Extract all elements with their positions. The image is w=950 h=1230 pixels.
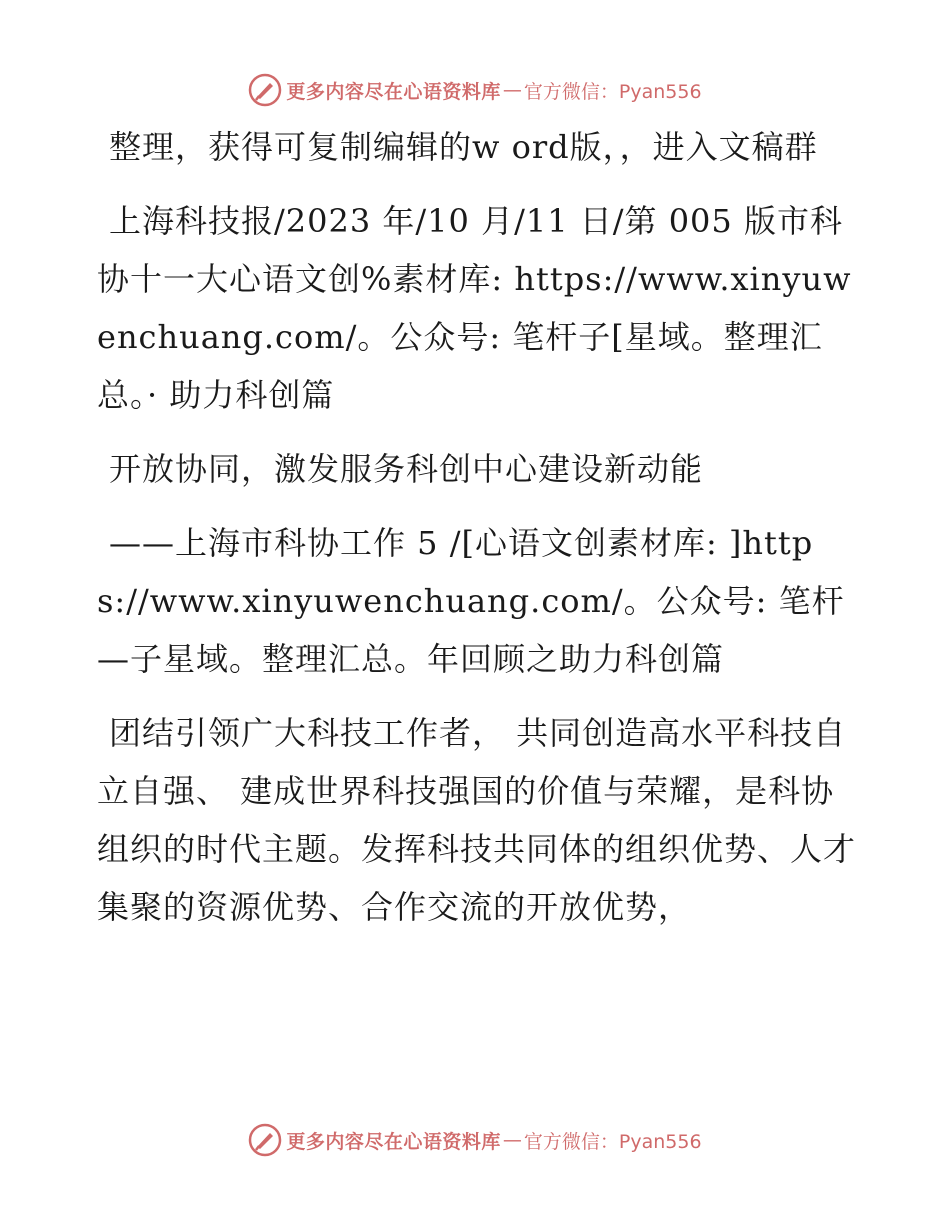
watermark-separator: — xyxy=(502,79,522,101)
watermark-contact: 官方微信：Pyan556 xyxy=(523,80,702,103)
quill-logo-icon xyxy=(248,73,282,107)
paragraph xyxy=(97,704,857,936)
watermark-text: 更多内容尽在心语资料库 xyxy=(286,80,501,103)
watermark-separator: — xyxy=(502,1129,522,1151)
paragraph xyxy=(97,118,857,176)
footer-watermark xyxy=(0,1120,950,1160)
document-body xyxy=(97,118,857,952)
paragraph xyxy=(97,192,857,424)
paragraph-text: 整理，获得可复制编辑的w ord版，，进入文稿群 xyxy=(109,128,818,166)
quill-logo-icon xyxy=(248,1123,282,1157)
paragraph-text: 上海科技报/2023 年/10 月/11 日/第 005 版市科协十一大心语文创%素材库: https://www.xinyuwenchuang.com/。公众号: 笔杆子[星域。整理汇总。· 助力科创篇 xyxy=(97,202,852,414)
paragraph-text: 团结引领广大科技工作者， 共同创造高水平科技自立自强、 建成世界科技强国的价值与荣耀，是科协组织的时代主题。发挥科技共同体的组织优势、人才集聚的资源优势、合作交流的开放优势， xyxy=(97,714,857,926)
paragraph-headline xyxy=(97,440,857,498)
paragraph-text: 开放协同，激发服务科创中心建设新动能 xyxy=(109,450,704,488)
watermark-text: 更多内容尽在心语资料库 xyxy=(286,1130,501,1153)
paragraph-text: ——上海市科协工作 5 /[心语文创素材库: ]https://www.xinyuwenchuang.com/。公众号: 笔杆—子星域。整理汇总。年回顾之助力科创篇 xyxy=(97,524,845,678)
watermark-contact: 官方微信：Pyan556 xyxy=(523,1130,702,1153)
paragraph-subheadline xyxy=(97,514,857,688)
header-watermark xyxy=(0,70,950,110)
